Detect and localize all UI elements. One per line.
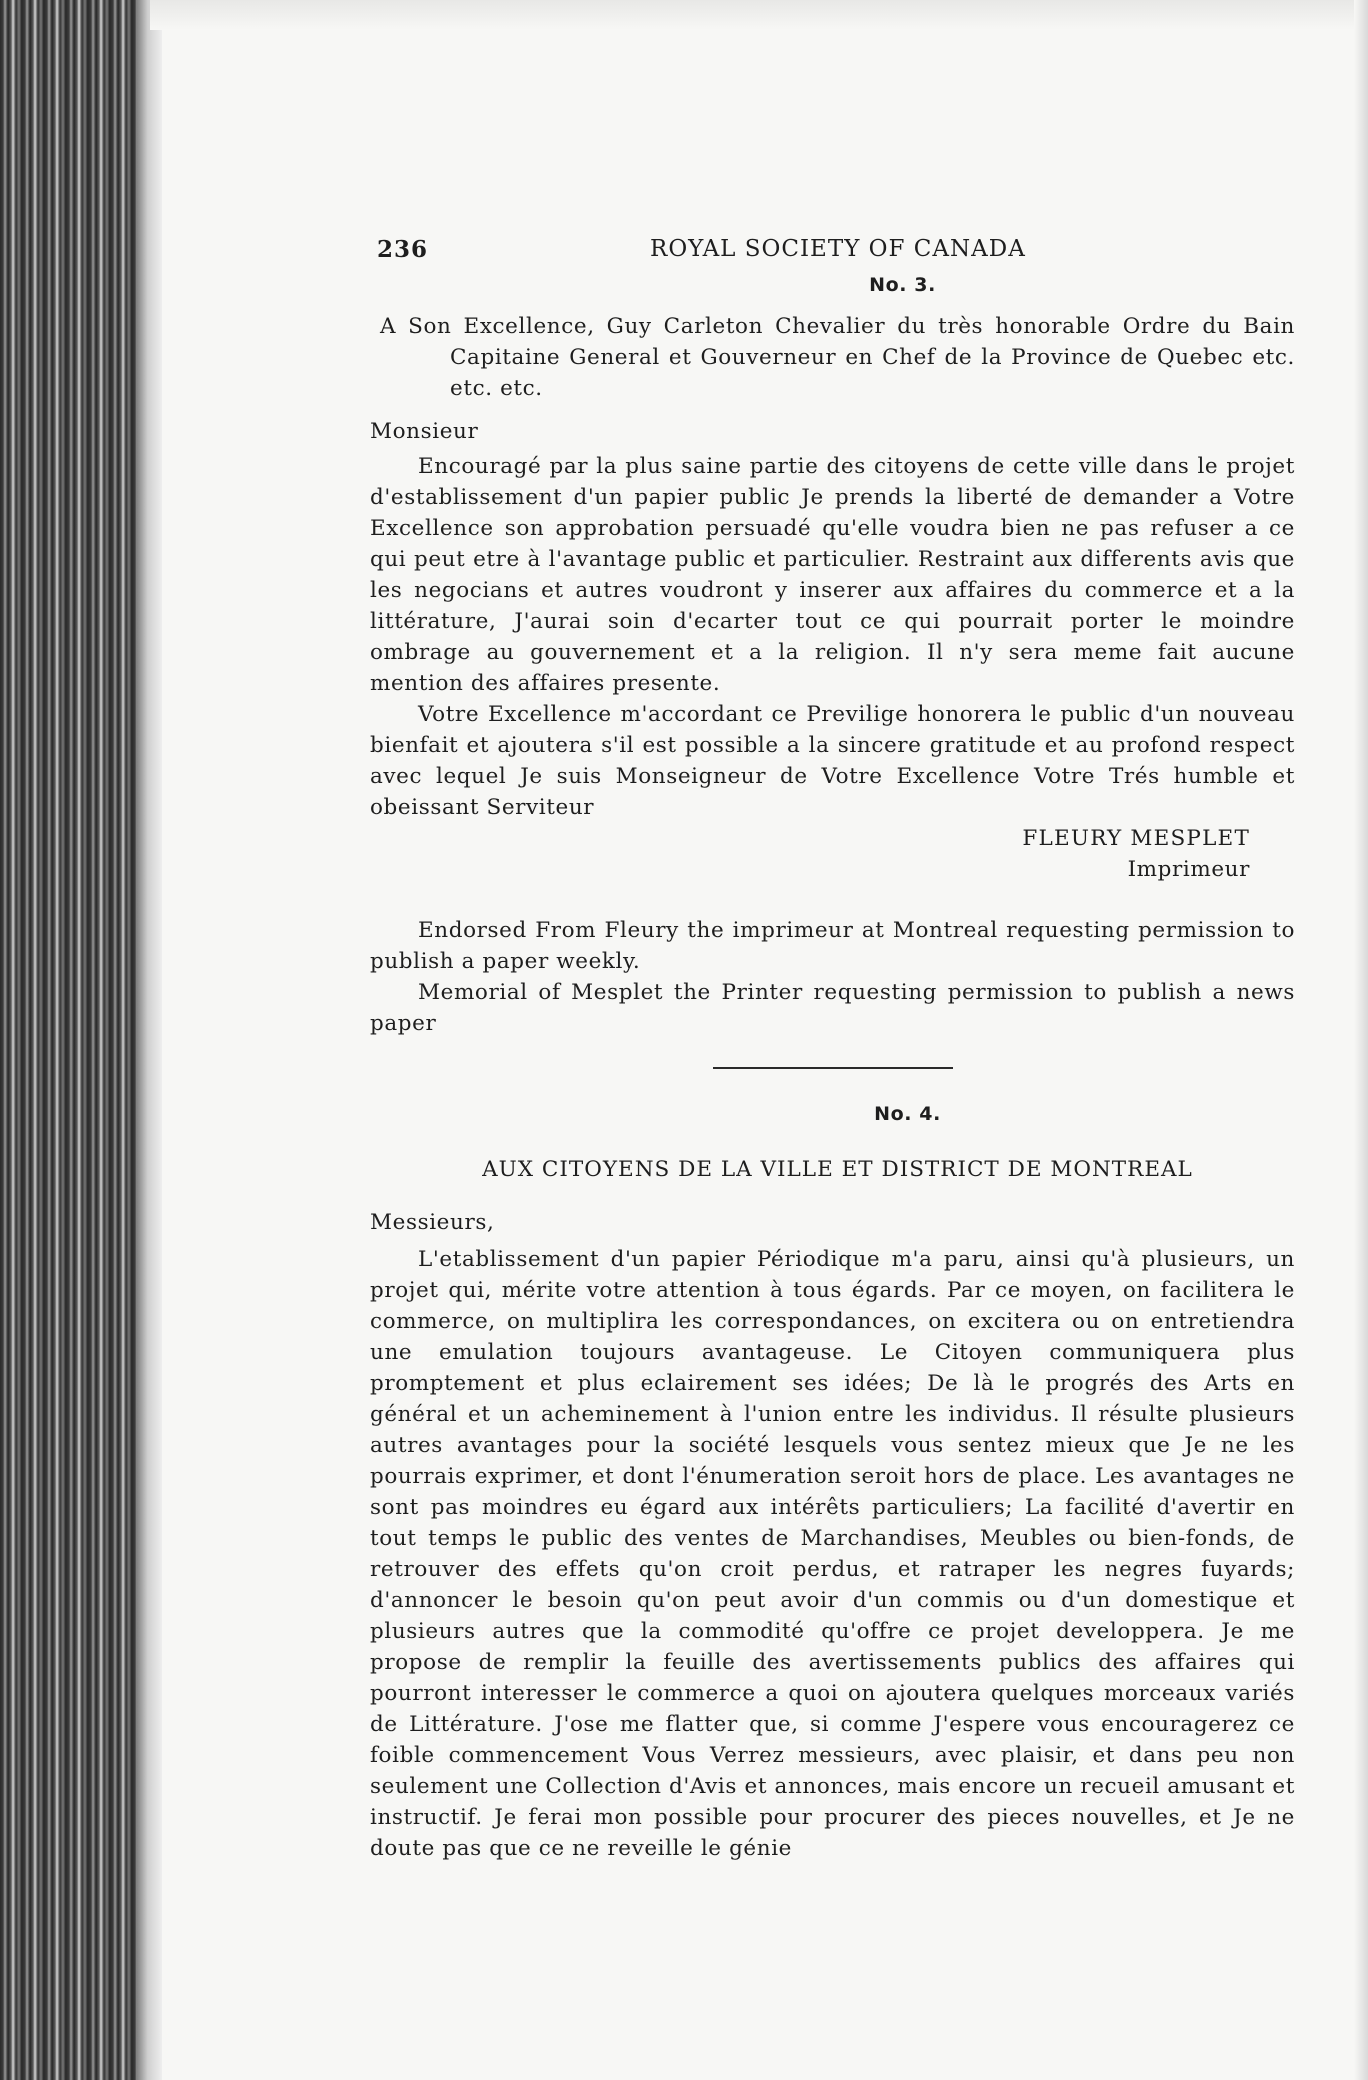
running-title: ROYAL SOCIETY OF CANADA [650, 236, 1026, 262]
address-heading: AUX CITOYENS DE LA VILLE ET DISTRICT DE MONTREAL [482, 1157, 1193, 1182]
book-gutter [0, 0, 150, 2080]
signature-title: Imprimeur [1127, 857, 1250, 882]
page-number: 236 [377, 236, 429, 263]
signature: FLEURY MESPLET [1022, 826, 1250, 851]
page-header [370, 228, 1295, 268]
salutation: Monsieur [370, 419, 479, 444]
address-block: A Son Excellence, Guy Carleton Chevalier du très honorable Ordre du Bain Capitaine General et Gouverneur en Chef de la Province de Quebec etc. etc. etc. [380, 314, 1295, 401]
page-edge-shadow [138, 0, 162, 2080]
letter-paragraph-2: Votre Excellence m'accordant ce Previlige honorera le public d'un nouveau bienfait et ajoutera s'il est possible a la sincere gratitude et au profond respect avec lequel Je suis Monseigneur de Votre Excellence Votre Trés humble et obeissant Serviteur [370, 702, 1295, 820]
document-number-3: No. 3. [869, 274, 936, 296]
document-number-4: No. 4. [874, 1103, 941, 1125]
endorsement: Endorsed From Fleury the imprimeur at Montreal requesting permission to publish a paper weekly. [370, 918, 1295, 974]
right-shadow [1354, 0, 1368, 2080]
top-shadow [150, 0, 1368, 30]
memorial-note: Memorial of Mesplet the Printer requesting permission to publish a news paper [370, 980, 1295, 1036]
salutation-2: Messieurs, [370, 1210, 495, 1235]
page-body [370, 228, 1295, 1864]
section-divider [713, 1067, 953, 1069]
letter-paragraph-1: Encouragé par la plus saine partie des citoyens de cette ville dans le projet d'establissement d'un papier public Je prends la liberté de demander a Votre Excellence son approbation persuadé qu'elle voudra bien ne pas refuser a ce qui peut etre à l'avantage public et particulier. Restraint aux differents avis que les negocians et autres voudront y inserer aux affaires du commerce et a la littérature, J'aurai soin d'ecarter tout ce qui pourrait porter le moindre ombrage au gouvernement et a la religion. Il n'y sera meme fait aucune mention des affaires presente. [370, 454, 1295, 696]
notice-paragraph: L'etablissement d'un papier Périodique m'a paru, ainsi qu'à plusieurs, un projet qui, mérite votre attention à tous égards. Par ce moyen, on facilitera le commerce, on multiplira les correspondances, on excitera ou on entretiendra une emulation toujours avantageuse. Le Citoyen communiquera plus promptement et plus eclairement ses idées; De là le progrés des Arts en général et un acheminement à l'union entre les individus. Il résulte plusieurs autres avantages pour la société lesquels vous sentez mieux que Je ne les pourrais exprimer, et dont l'énumeration seroit hors de place. Les avantages ne sont pas moindres eu égard aux intérêts particuliers; La facilité d'avertir en tout temps le public des ventes de Marchandises, Meubles ou bien-fonds, de retrouver des effets qu'on croit perdus, et ratraper les negres fuyards; d'annoncer le besoin qu'on peut avoir d'un commis ou d'un domestique et plusieurs autres que la commodité qu'offre ce projet developpera. Je me propose de remplir la feuille des avertissements publics des affaires qui pourront interesser le commerce a quoi on ajoutera quelques morceaux variés de Littérature. J'ose me flatter que, si comme J'espere vous encouragerez ce foible commencement Vous Verrez messieurs, avec plaisir, et dans peu non seulement une Collection d'Avis et annonces, mais encore un recueil amusant et instructif. Je ferai mon possible pour procurer des pieces nouvelles, et Je ne doute pas que ce ne reveille le génie [370, 1247, 1295, 1861]
